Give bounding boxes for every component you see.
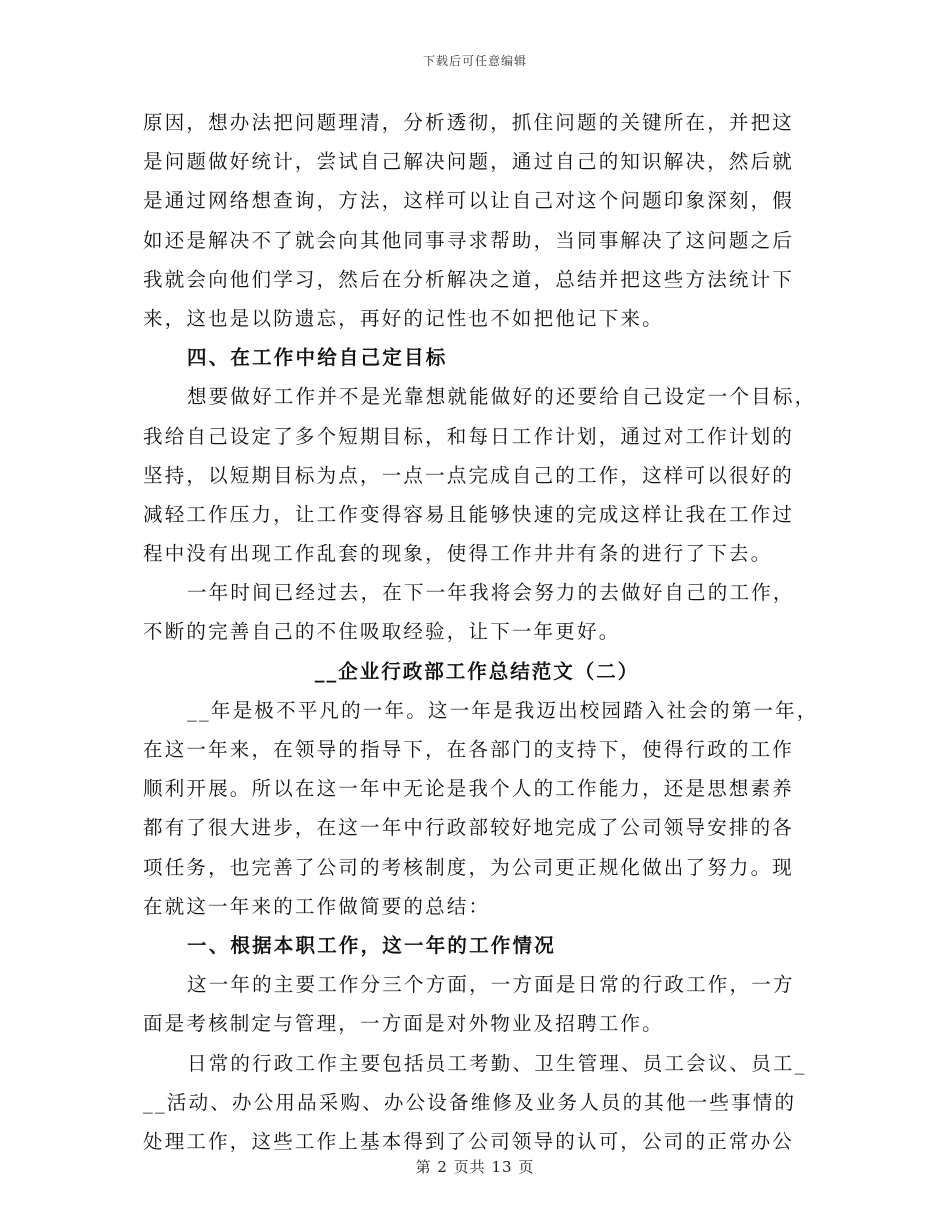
paragraph-line: 如还是解决不了就会向其他同事寻求帮助，当同事解决了这问题之后 [143,228,795,252]
paragraph-line: 想要做好工作并不是光靠想就能做好的还要给自己设定一个目标， [187,385,817,409]
paragraph-line: 不断的完善自己的不住吸取经验，让下一年更好。 [143,620,621,644]
paragraph-line: 处理工作，这些工作上基本得到了公司领导的认可，公司的正常办公 [143,1129,795,1153]
page-header: 下载后可任意编辑 [422,54,527,68]
paragraph-line: 我给自己设定了多个短期目标，和每日工作计划，通过对工作计划的 [143,424,795,448]
paragraph-line: 项任务，也完善了公司的考核制度，为公司更正规化做出了努力。现 [143,855,795,879]
paragraph-line: 坚持，以短期目标为点，一点一点完成自己的工作，这样可以很好的 [143,463,795,487]
paragraph-line: 面是考核制定与管理，一方面是对外物业及招聘工作。 [143,1012,664,1036]
paragraph-line: __年是极不平凡的一年。这一年是我迈出校园踏入社会的第一年， [187,698,819,722]
section-heading: 四、在工作中给自己定目标 [187,346,448,370]
section-heading: 一、根据本职工作，这一年的工作情况 [187,933,556,957]
paragraph-line: 我就会向他们学习，然后在分析解决之道，总结并把这些方法统计下 [143,267,795,291]
paragraph-line: 程中没有出现工作乱套的现象，使得工作井井有条的进行了下去。 [143,542,773,566]
paragraph-line: 在就这一年来的工作做简要的总结： [143,894,491,918]
paragraph-line: __活动、办公用品采购、办公设备维修及业务人员的其他一些事情的 [143,1090,797,1114]
paragraph-line: 一年时间已经过去，在下一年我将会努力的去做好自己的工作， [187,581,795,605]
document-title: __企业行政部工作总结范文（二） [314,659,640,683]
paragraph-line: 顺利开展。所以在这一年中无论是我个人的工作能力，还是思想素养 [143,777,795,801]
page-footer: 第 2 页共 13 页 [415,1158,535,1176]
paragraph-line: 是通过网络想查询，方法，这样可以让自己对这个问题印象深刻，假 [143,189,795,213]
paragraph-line: 来，这也是以防遗忘，再好的记性也不如把他记下来。 [143,306,664,330]
paragraph-line: 是问题做好统计，尝试自己解决问题，通过自己的知识解决，然后就 [143,150,795,174]
document-body [143,103,819,1161]
paragraph-line: 减轻工作压力，让工作变得容易且能够快速的完成这样让我在工作过 [143,502,795,526]
paragraph-line: 在这一年来，在领导的指导下，在各部门的支持下，使得行政的工作 [143,738,795,761]
paragraph-line: 原因，想办法把问题理清，分析透彻，抓住问题的关键所在，并把这 [143,111,795,134]
paragraph-line: 这一年的主要工作分三个方面，一方面是日常的行政工作，一方 [187,973,795,997]
paragraph-line: 日常的行政工作主要包括员工考勤、卫生管理、员工会议、员工_ [187,1051,807,1075]
paragraph-line: 都有了很大进步，在这一年中行政部较好地完成了公司领导安排的各 [143,816,795,840]
